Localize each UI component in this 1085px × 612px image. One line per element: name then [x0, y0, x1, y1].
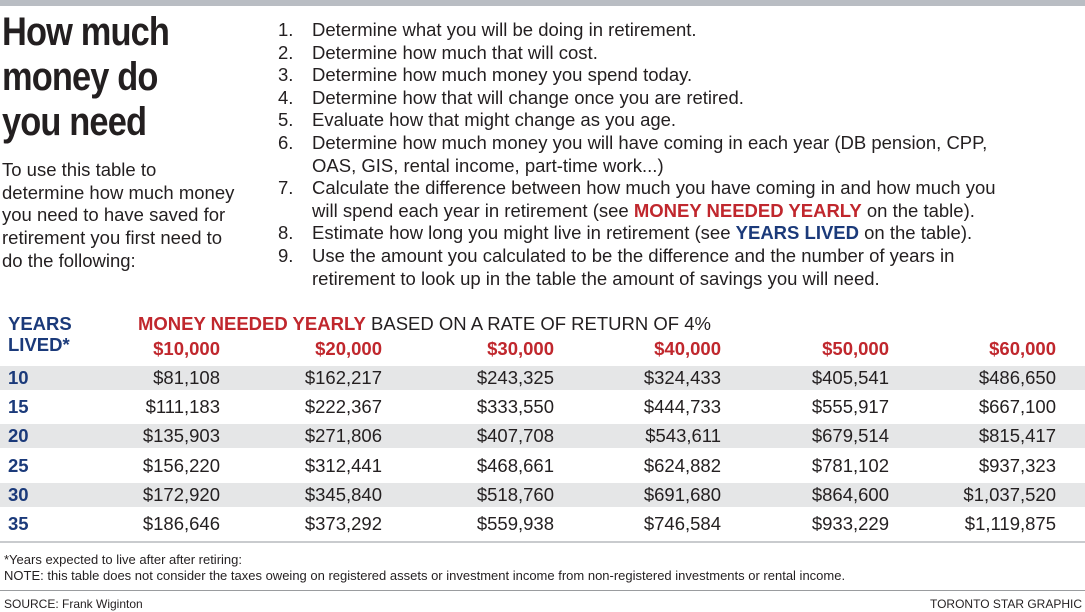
value-cell: $679,514	[811, 425, 889, 446]
value-cell: $444,733	[643, 396, 721, 417]
value-cell: $815,417	[978, 425, 1056, 446]
value-cell: $486,650	[978, 367, 1056, 388]
value-cell: $373,292	[304, 513, 382, 534]
years-lived-header: YEARS LIVED*	[8, 313, 72, 355]
step-item: 6. Determine how much money you will have coming in each year (DB pension, CPP, OAS, GIS, rental income, part-time work...)	[278, 131, 988, 176]
years-lived-highlight: YEARS LIVED	[735, 222, 859, 244]
value-cell: $407,708	[476, 425, 554, 446]
intro-text: To use this table to determine how much money you need to have saved for retirement you first need to do the following:	[2, 159, 235, 271]
page-title: How much money do you need	[2, 10, 170, 144]
column-header: $50,000	[822, 338, 889, 359]
value-cell: $864,600	[811, 484, 889, 505]
value-cell: $667,100	[978, 396, 1056, 417]
step-item: 8. Estimate how long you might live in retirement (see YEARS LIVED on the table).	[278, 222, 973, 244]
money-needed-highlight: MONEY NEEDED YEARLY	[633, 199, 862, 221]
value-cell: $691,680	[643, 484, 721, 505]
step-item: 4. Determine how that will change once you are retired.	[278, 86, 744, 108]
value-cell: $746,584	[643, 513, 721, 534]
years-cell: 30	[8, 484, 29, 505]
value-cell: $111,183	[145, 396, 220, 417]
value-cell: $1,037,520	[963, 484, 1056, 505]
step-item: 9. Use the amount you calculated to be the difference and the number of years in retirement to look up in the table the amount of savings you will need.	[278, 244, 955, 289]
value-cell: $243,325	[476, 367, 554, 388]
years-cell: 25	[8, 455, 29, 476]
value-cell: $933,229	[811, 513, 889, 534]
value-cell: $156,220	[142, 455, 220, 476]
value-cell: $468,661	[476, 455, 554, 476]
value-cell: $135,903	[142, 425, 220, 446]
value-cell: $312,441	[304, 455, 382, 476]
column-header: $30,000	[487, 338, 554, 359]
value-cell: $781,102	[811, 455, 889, 476]
table-row	[0, 395, 1085, 419]
column-header: $60,000	[989, 338, 1056, 359]
value-cell: $271,806	[304, 425, 382, 446]
source-credit: SOURCE: Frank Wiginton	[4, 597, 143, 611]
step-item: 2. Determine how much that will cost.	[278, 41, 598, 63]
value-cell: $937,323	[978, 455, 1056, 476]
column-header: $20,000	[315, 338, 382, 359]
graphic-credit: TORONTO STAR GRAPHIC	[929, 597, 1082, 611]
note-text: NOTE: this table does not consider the taxes oweing on registered assets or investment income from non-registered investments or rental income.	[4, 568, 846, 583]
value-cell: $518,760	[476, 484, 554, 505]
value-cell: $81,108	[153, 367, 220, 388]
steps-list	[278, 19, 1078, 290]
table-row	[0, 483, 1085, 507]
column-header: $10,000	[153, 338, 220, 359]
years-cell: 20	[8, 425, 29, 446]
value-cell: $405,541	[811, 367, 889, 388]
table-bottom-rule	[0, 541, 1085, 543]
years-cell: 15	[8, 396, 29, 417]
table-row	[0, 454, 1085, 478]
value-cell: $333,550	[476, 396, 554, 417]
value-cell: $162,217	[304, 367, 382, 388]
years-cell: 35	[8, 513, 29, 534]
footer-rule	[0, 590, 1085, 591]
step-item: 1. Determine what you will be doing in retirement.	[278, 19, 697, 40]
top-border	[0, 0, 1085, 6]
money-needed-header: MONEY NEEDED YEARLY BASED ON A RATE OF RETURN OF 4%	[138, 313, 711, 334]
step-item: 3. Determine how much money you spend today.	[278, 64, 693, 86]
column-header: $40,000	[654, 338, 721, 359]
value-cell: $1,119,875	[964, 513, 1056, 534]
table-row	[0, 512, 1085, 536]
value-cell: $624,882	[643, 455, 721, 476]
value-cell: $345,840	[304, 484, 382, 505]
table-row	[0, 424, 1085, 448]
value-cell: $555,917	[811, 396, 889, 417]
value-cell: $559,938	[476, 513, 554, 534]
footnote: *Years expected to live after after retiring:	[4, 552, 242, 567]
value-cell: $172,920	[142, 484, 220, 505]
value-cell: $222,367	[304, 396, 382, 417]
value-cell: $543,611	[645, 425, 721, 446]
step-item: 7. Calculate the difference between how much you have coming in and how much you will spend each year in retirement (see MONEY NEEDED YEARLY on the table).	[278, 177, 996, 221]
value-cell: $324,433	[643, 367, 721, 388]
table-row	[0, 366, 1085, 390]
years-cell: 10	[8, 367, 29, 388]
step-item: 5. Evaluate how that might change as you age.	[278, 109, 677, 131]
value-cell: $186,646	[142, 513, 220, 534]
